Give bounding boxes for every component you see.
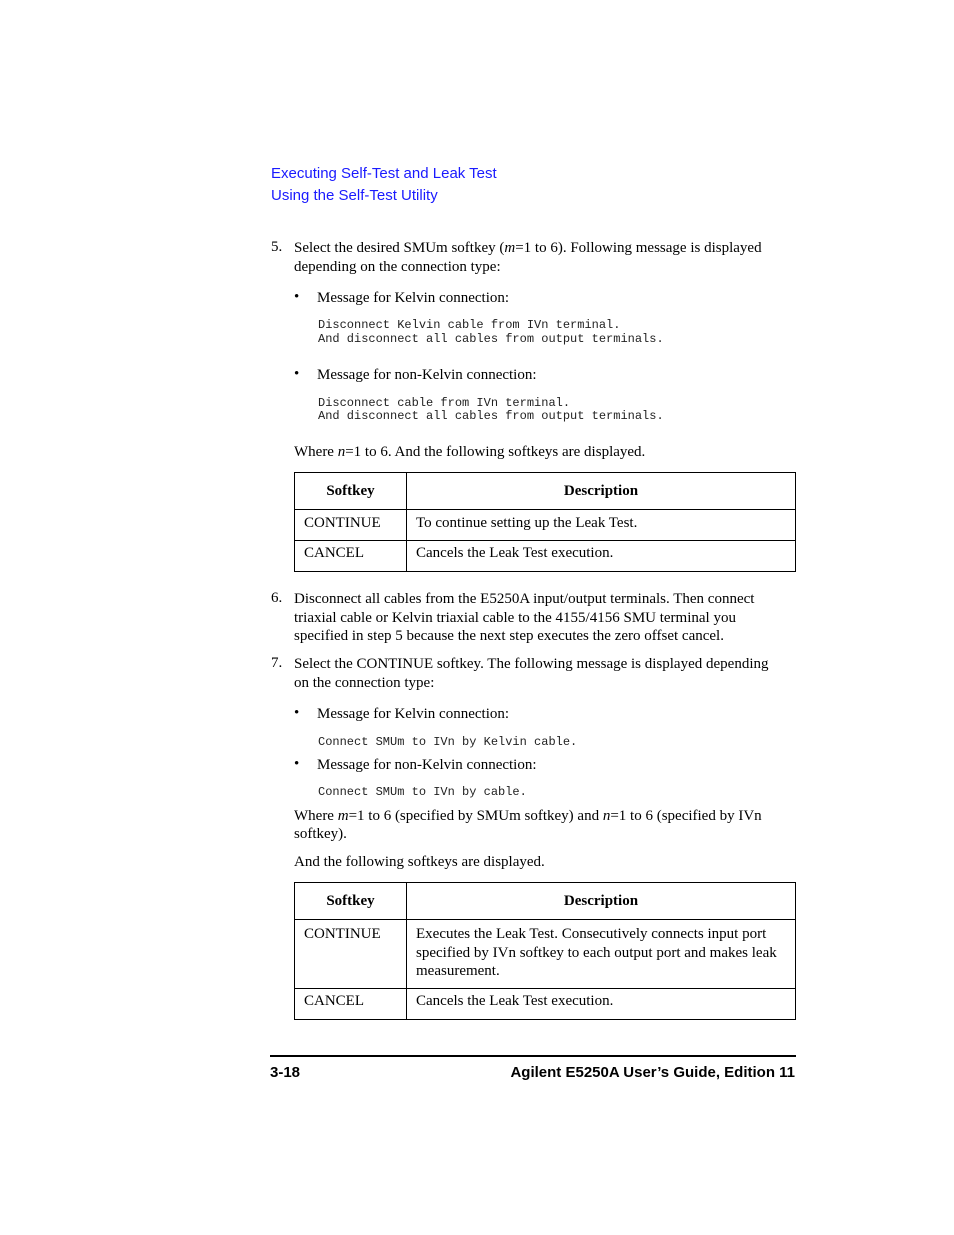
code-message: And disconnect all cables from output terminals. bbox=[318, 332, 664, 346]
step-7-bullet-1: Message for Kelvin connection: bbox=[317, 706, 510, 722]
bullet-icon: • bbox=[294, 289, 300, 305]
step-5-line-1: Select the desired SMUm softkey (m=1 to 6). Following message is displayed bbox=[294, 240, 762, 256]
code-message: Connect SMUm to IVn by cable. bbox=[318, 785, 527, 799]
step-5-where: Where n=1 to 6. And the following softkeys are displayed. bbox=[294, 444, 646, 460]
footer-title: Agilent E5250A User’s Guide, Edition 11 bbox=[510, 1064, 795, 1081]
table-cell-description: Executes the Leak Test. Consecutively connects input port specified by IVn softkey to each output port and makes leak measurement. bbox=[407, 920, 796, 989]
code-message: Disconnect cable from IVn terminal. bbox=[318, 396, 571, 410]
step-6-line-3: specified in step 5 because the next step executes the zero offset cancel. bbox=[294, 628, 724, 644]
code-message: Connect SMUm to IVn by Kelvin cable. bbox=[318, 735, 578, 749]
step-5-bullet-2: Message for non-Kelvin connection: bbox=[317, 367, 537, 383]
code-message: Disconnect Kelvin cable from IVn terminal. bbox=[318, 318, 621, 332]
softkey-table-2 bbox=[294, 882, 796, 1020]
table-header-description: Description bbox=[407, 473, 796, 510]
bullet-icon: • bbox=[294, 366, 300, 382]
step-6-line-1: Disconnect all cables from the E5250A input/output terminals. Then connect bbox=[294, 591, 755, 607]
step-6-line-2: triaxial cable or Kelvin triaxial cable to the 4155/4156 SMU terminal you bbox=[294, 610, 736, 626]
table-cell-softkey: CONTINUE bbox=[295, 510, 407, 541]
table-cell-softkey: CANCEL bbox=[295, 541, 407, 572]
step-7-where-line-2: softkey). bbox=[294, 826, 347, 842]
step-7-where-line-1: Where m=1 to 6 (specified by SMUm softkey) and n=1 to 6 (specified by IVn bbox=[294, 808, 762, 824]
code-message: And disconnect all cables from output terminals. bbox=[318, 409, 664, 423]
step-number: 6. bbox=[271, 590, 283, 606]
bullet-icon: • bbox=[294, 705, 300, 721]
softkey-table-1 bbox=[294, 472, 796, 572]
subsection-header: Using the Self-Test Utility bbox=[271, 187, 438, 204]
step-number: 5. bbox=[271, 239, 283, 255]
table-cell-description: To continue setting up the Leak Test. bbox=[407, 510, 796, 541]
step-7-line-1: Select the CONTINUE softkey. The following message is displayed depending bbox=[294, 656, 769, 672]
step-7-bullet-2: Message for non-Kelvin connection: bbox=[317, 757, 537, 773]
table-header-description: Description bbox=[407, 883, 796, 920]
bullet-icon: • bbox=[294, 756, 300, 772]
table-header-softkey: Softkey bbox=[295, 883, 407, 920]
step-number: 7. bbox=[271, 655, 283, 671]
step-5-bullet-1: Message for Kelvin connection: bbox=[317, 290, 510, 306]
table-cell-description: Cancels the Leak Test execution. bbox=[407, 541, 796, 572]
section-header: Executing Self-Test and Leak Test bbox=[271, 165, 497, 182]
step-7-line-2: on the connection type: bbox=[294, 675, 435, 691]
table-cell-description: Cancels the Leak Test execution. bbox=[407, 989, 796, 1020]
table-header-softkey: Softkey bbox=[295, 473, 407, 510]
step-7-following: And the following softkeys are displayed. bbox=[294, 854, 545, 870]
table-cell-softkey: CONTINUE bbox=[295, 920, 407, 989]
page-number: 3-18 bbox=[270, 1064, 301, 1081]
footer-divider bbox=[270, 1055, 796, 1057]
table-cell-softkey: CANCEL bbox=[295, 989, 407, 1020]
step-5-line-2: depending on the connection type: bbox=[294, 259, 501, 275]
